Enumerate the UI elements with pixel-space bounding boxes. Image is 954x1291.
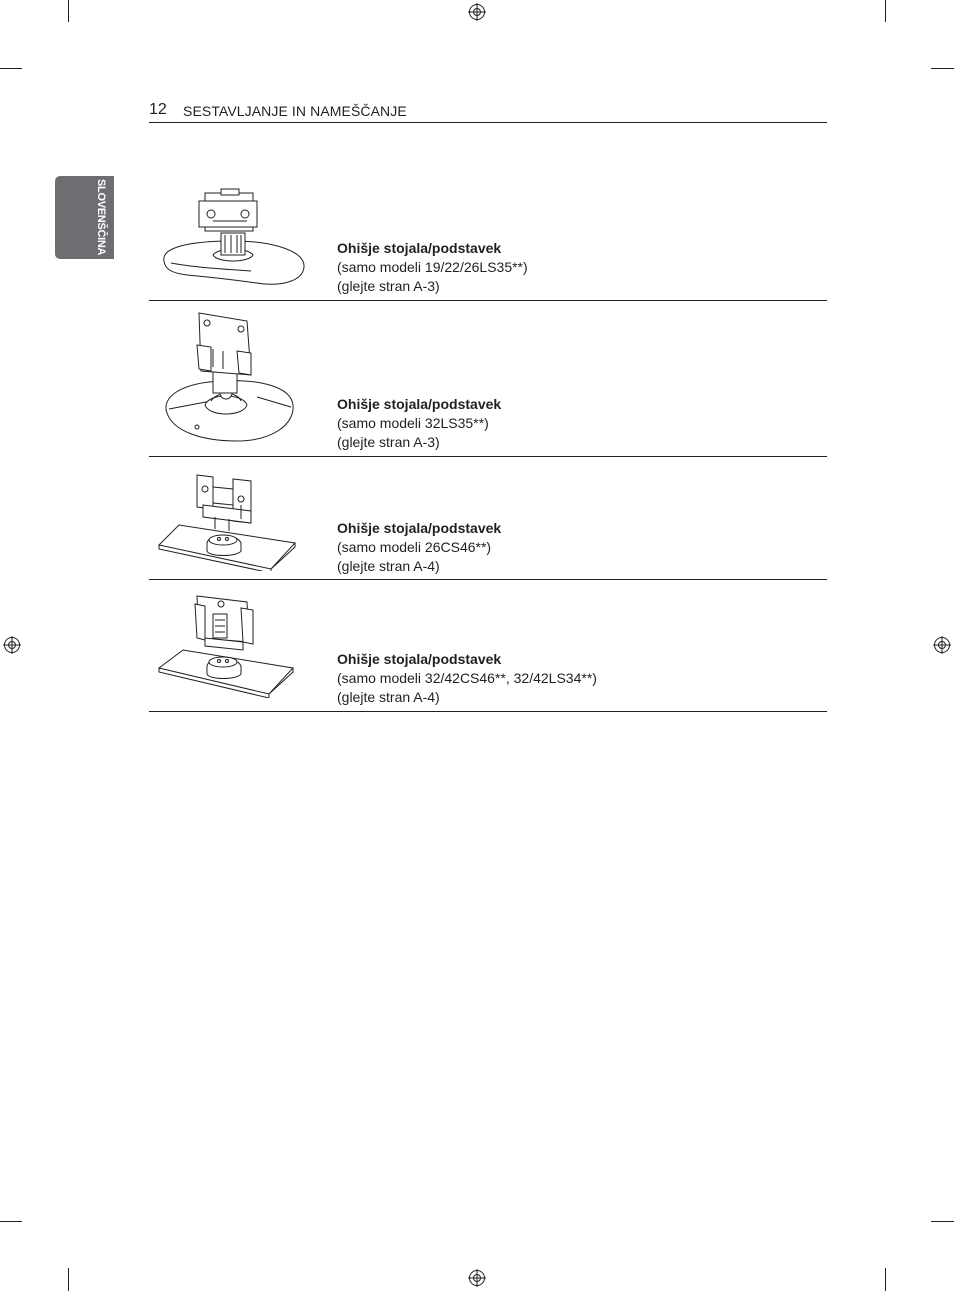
item-title: Ohišje stojala/podstavek [337, 520, 502, 536]
item-models: (samo modeli 19/22/26LS35**) [337, 259, 528, 275]
item-description [337, 395, 501, 452]
item-reference: (glejte stran A-4) [337, 689, 440, 705]
list-item [149, 580, 827, 712]
registration-mark-icon [933, 636, 951, 654]
list-item [149, 180, 827, 301]
item-models: (samo modeli 26CS46**) [337, 539, 492, 555]
language-tab [55, 176, 114, 259]
crop-mark [931, 1221, 954, 1222]
section-title: SESTAVLJANJE IN NAMEŠČANJE [183, 103, 407, 119]
item-models: (samo modeli 32/42CS46**, 32/42LS34**) [337, 670, 597, 686]
item-description [337, 519, 501, 576]
crop-mark [0, 68, 22, 69]
item-title: Ohišje stojala/podstavek [337, 396, 502, 412]
crop-mark [0, 1221, 22, 1222]
item-reference: (glejte stran A-3) [337, 434, 440, 450]
crop-mark [885, 1268, 886, 1291]
item-description [337, 650, 597, 707]
registration-mark-icon [468, 1269, 486, 1287]
stand-oval-base-icon [161, 185, 307, 291]
item-reference: (glejte stran A-3) [337, 278, 440, 294]
list-item [149, 301, 827, 457]
crop-mark [68, 0, 69, 22]
item-title: Ohišje stojala/podstavek [337, 651, 502, 667]
stand-rectangular-base-icon [157, 465, 297, 571]
language-tab-label: SLOVENŠČINA [95, 179, 107, 256]
page-number: 12 [149, 101, 167, 118]
stand-rounded-base-icon [161, 309, 297, 445]
item-description [337, 239, 528, 296]
crop-mark [885, 0, 886, 22]
crop-mark [68, 1268, 69, 1291]
registration-mark-icon [468, 3, 486, 21]
list-item [149, 457, 827, 580]
item-title: Ohišje stojala/podstavek [337, 240, 502, 256]
page-header [149, 100, 827, 123]
item-reference: (glejte stran A-4) [337, 558, 440, 574]
stand-rectangular-base-large-icon [157, 592, 297, 698]
crop-mark [931, 68, 954, 69]
registration-mark-icon [3, 636, 21, 654]
item-models: (samo modeli 32LS35**) [337, 415, 489, 431]
